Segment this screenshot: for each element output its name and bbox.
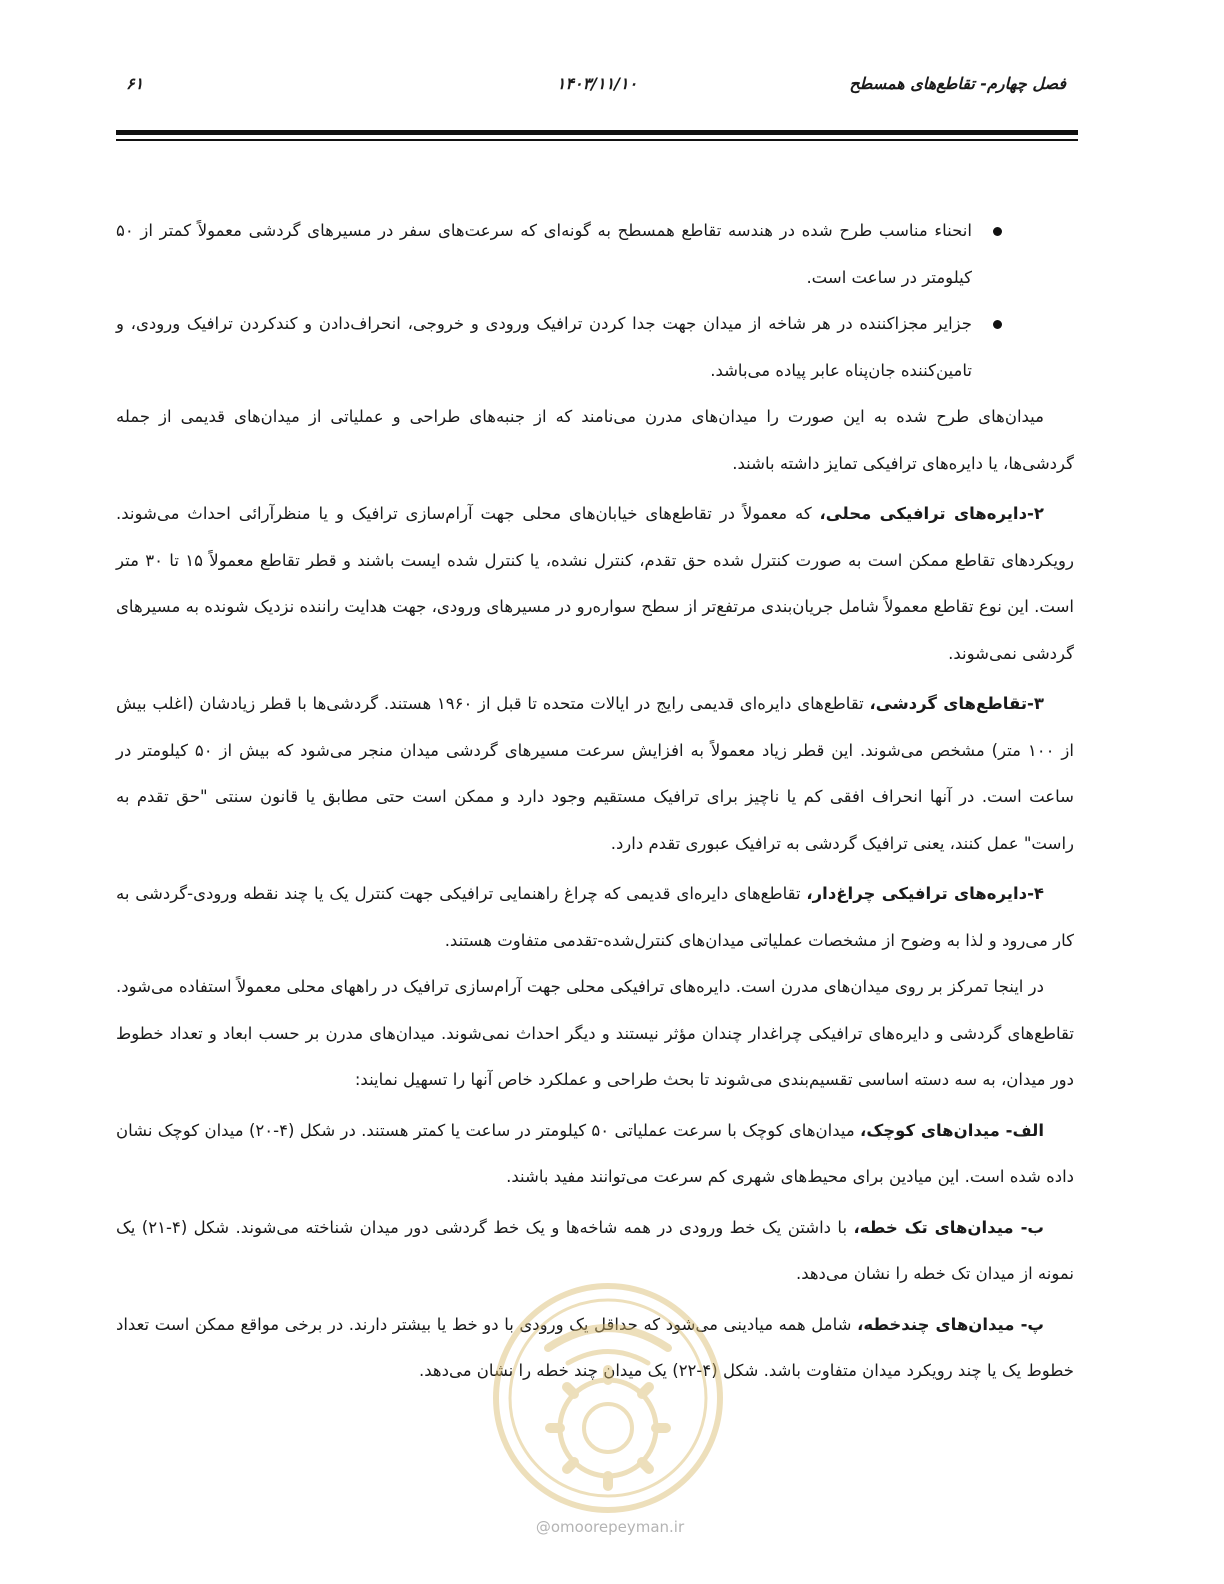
watermark-url: @omoorepeyman.ir: [535, 1518, 685, 1536]
list-item: [116, 208, 1074, 301]
term-neighborhood-circles: ۲-دایره‌های ترافیکی محلی،: [819, 504, 1044, 523]
header-date: ۱۴۰۳/۱۱/۱۰: [556, 74, 638, 93]
paragraph-text: با داشتن یک خط ورودی در همه شاخه‌ها و یک خط گردشی دور میدان شناخته می‌شوند. شکل (۴-۲۱) یک نمونه از میدان تک خطه را نشان می‌دهد.: [116, 1217, 1074, 1283]
bullet-icon: [993, 320, 1002, 329]
paragraph-text: که معمولاً در تقاطع‌های خیابان‌های محلی جهت آرام‌سازی ترافیک و یا منظرآرائی احداث می‌شوند. رویکردهای تقاطع ممکن است به صورت کنترل شده حق تقدم، کنترل نشده، یا کنترل شده ایست باشند و قطر تقاطع معمولاً ۱۵ تا ۳۰ متر است. این نوع تقاطع معمولاً شامل جریان‌بندی مرتفع‌تر از سطح سواره‌رو در مسیرهای ورودی، جهت هدایت راننده نزدیک شونده به مسیرهای گردشی نمی‌شوند.: [116, 504, 1074, 663]
paragraph-signalized-circles: [116, 871, 1074, 964]
header-rule-thick: [116, 130, 1078, 135]
list-item: [116, 301, 1074, 394]
term-multilane: پ- میدان‌های چندخطه،: [857, 1314, 1045, 1334]
page-header: [116, 74, 1078, 104]
paragraph-text: میدان‌های کوچک با سرعت عملیاتی ۵۰ کیلومتر در ساعت یا کمتر هستند. در شکل (۴-۲۰) میدان کوچک نشان داده شده است. این میادین برای محیط‌های شهری کم سرعت می‌توانند مفید باشند.: [116, 1120, 1074, 1186]
page-body: [116, 208, 1074, 1395]
bullet-text: انحناء مناسب طرح شده در هندسه تقاطع همسطح به گونه‌ای که سرعت‌های سفر در مسیرهای گردشی معمولاً کمتر از ۵۰ کیلومتر در ساعت است.: [116, 221, 972, 287]
paragraph-text: تقاطع‌های دایره‌ای قدیمی رایج در ایالات متحده تا قبل از ۱۹۶۰ هستند. گردشی‌ها با قطر زیادشان (اغلب بیش از ۱۰۰ متر) مشخص می‌شوند. این قطر زیاد معمولاً به افزایش سرعت مسیرهای گردشی میدان منجر می‌شود که بیش از ۵۰ کیلومتر در ساعت است. در آنها انحراف افقی کم یا ناچیز برای ترافیک مستقیم وجود دارد و ممکن است حتی مطابق یا قانون سنتی "حق تقدم به راست" عمل کنند، یعنی ترافیک گردشی به ترافیک عبوری تقدم دارد.: [116, 694, 1074, 853]
chapter-title: فصل چهارم- تقاطع‌های همسطح: [849, 74, 1066, 93]
header-rule-thin: [116, 139, 1078, 141]
bullet-icon: [993, 227, 1002, 236]
paragraph-text: شامل همه میادینی می‌شود که حداقل یک ورودی با دو خط یا بیشتر دارند. در برخی مواقع ممکن است تعداد خطوط یک یا چند رویکرد میدان متفاوت باشد. شکل (۴-۲۲) یک میدان چند خطه را نشان می‌دهد.: [116, 1314, 1074, 1380]
page-number: ۶۱: [126, 74, 144, 93]
term-single-lane: ب- میدان‌های تک خطه،: [853, 1217, 1044, 1237]
paragraph-focus: در اینجا تمرکز بر روی میدان‌های مدرن است. دایره‌های ترافیکی محلی جهت آرام‌سازی ترافیک در راههای محلی معمولاً استفاده می‌شود. تقاطع‌های گردشی و دایره‌های ترافیکی چراغدار چندان مؤثر نیستند و دیگر احداث نمی‌شوند. میدان‌های مدرن بر حسب ابعاد و تعداد خطوط دور میدان، به سه دسته اساسی تقسیم‌بندی می‌شوند تا بحث طراحی و عملکرد خاص آنها را تسهیل نمایند:: [116, 977, 1074, 1089]
watermark-seal-icon: [488, 1278, 728, 1518]
term-rotaries: ۳-تقاطع‌های گردشی،: [869, 694, 1044, 713]
term-signalized-circles: ۴-دایره‌های ترافیکی چراغ‌دار،: [806, 884, 1044, 903]
bullet-text: جزایر مجزاکننده در هر شاخه از میدان جهت جدا کردن ترافیک ورودی و خروجی، انحراف‌دادن و کندکردن ترافیک ورودی، و تامین‌کننده جان‌پناه عابر پیاده می‌باشد.: [116, 314, 972, 380]
term-mini-roundabouts: الف- میدان‌های کوچک،: [860, 1120, 1045, 1140]
paragraph-rotaries: [116, 681, 1074, 867]
paragraph-modern-roundabouts: میدان‌های طرح شده به این صورت را میدان‌های مدرن می‌نامند که از جنبه‌های طراحی و عملیاتی از میدان‌های قدیمی از جمله گردشی‌ها، یا دایره‌های ترافیکی تمایز داشته باشند.: [116, 407, 1074, 473]
paragraph-text: تقاطع‌های دایره‌ای قدیمی که چراغ راهنمایی ترافیکی جهت کنترل یک یا چند نقطه ورودی-گردشی به کار می‌رود و لذا به وضوح از مشخصات عملیاتی میدان‌های کنترل‌شده-تقدمی متفاوت هستند.: [116, 884, 1074, 950]
bullet-list: [116, 208, 1074, 394]
paragraph-mini-roundabouts: [116, 1108, 1074, 1201]
paragraph-neighborhood-circles: [116, 491, 1074, 677]
